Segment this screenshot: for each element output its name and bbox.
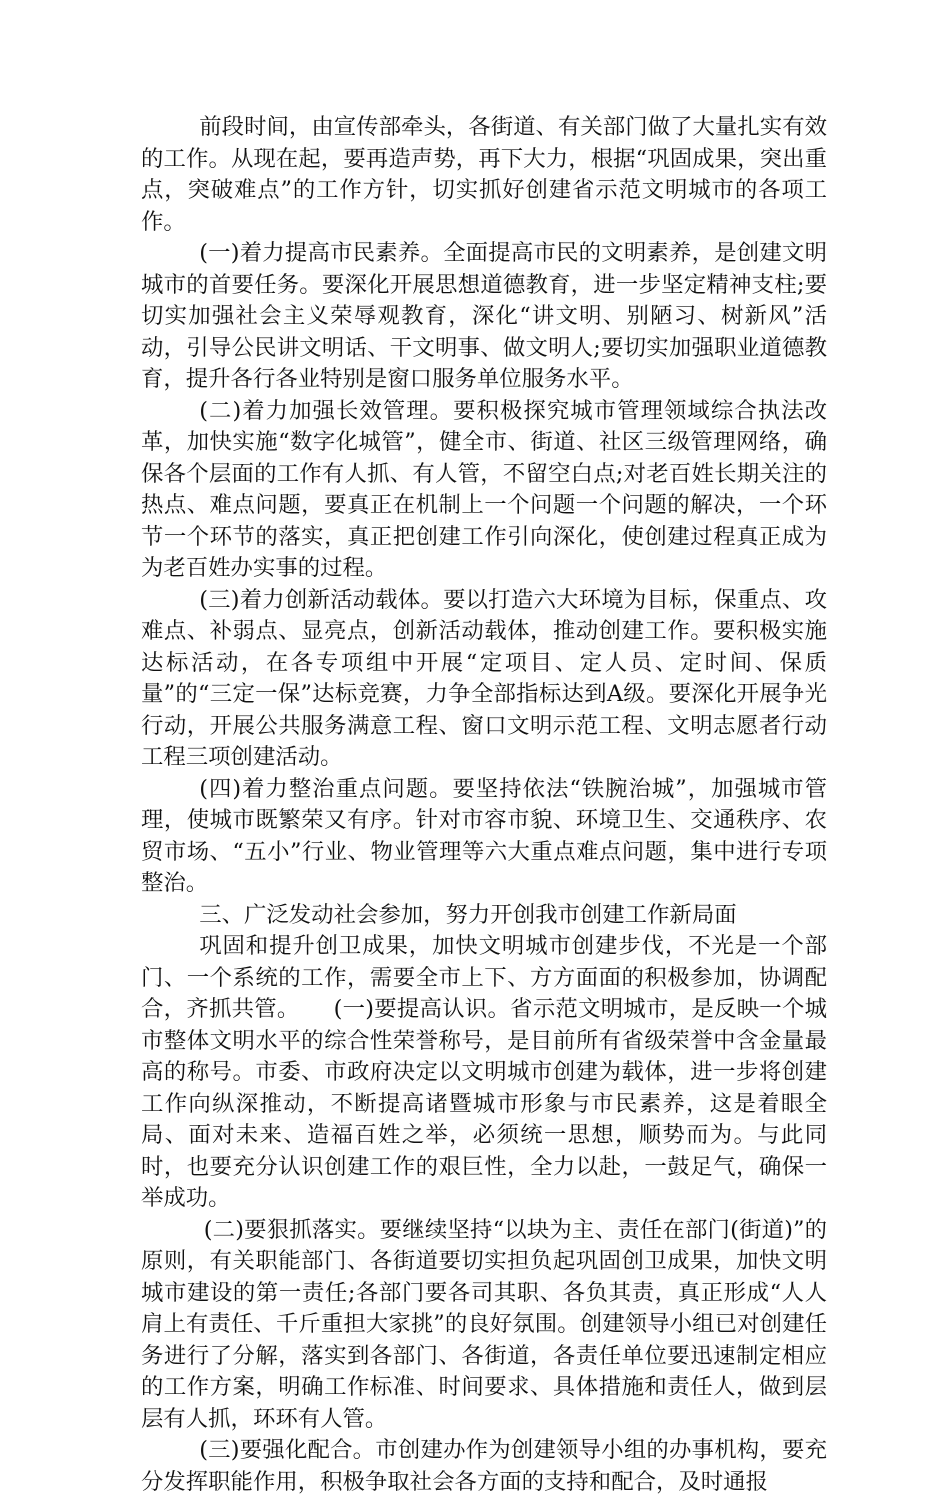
paragraph-item-2: (二)着力加强长效管理。要积极探究城市管理领域综合执法改革，加快实施“数字化城管”，健全市、街道、社区三级管理网络，确保各个层面的工作有人抓、有人管，不留空白点;对老百姓长期关注的热点、难点问题，要真正在机制上一个问题一个问题的解决，一个环节一个环节的落实，真正把创建工作引向深化，使创建过程真正成为为老百姓办实事的过程。 [141,397,827,581]
section-heading-3: 三、广泛发动社会参加，努力开创我市创建工作新局面 [199,901,737,928]
paragraph-item-4: (四)着力整治重点问题。要坚持依法“铁腕治城”，加强城市管理，使城市既繁荣又有序。针对市容市貌、环境卫生、交通秩序、农贸市场、“五小”行业、物业管理等六大重点难点问题，集中进行专项整治。 [141,775,827,896]
paragraph-section-3-item-2: (二)要狠抓落实。要继续坚持“以块为主、责任在部门(街道)”的原则，有关职能部门、各街道要切实担负起巩固创卫成果，加快文明城市建设的第一责任;各部门要各司其职、各负其责，真正形成“人人肩上有责任、千斤重担大家挑”的良好氛围。创建领导小组已对创建任务进行了分解，落实到各部门、各街道，各责任单位要迅速制定相应的工作方案，明确工作标准、时间要求、具体措施和责任人，做到层层有人抓，环环有人管。 [141,1216,827,1432]
paragraph-section-3-intro: 巩固和提升创卫成果，加快文明城市创建步伐，不光是一个部门、一个系统的工作，需要全市上下、方方面面的积极参加，协调配合，齐抓共管。 (一)要提高认识。省示范文明城市，是反映一个城市整体文明水平的综合性荣誉称号，是目前所有省级荣誉中含金量最高的称号。市委、市政府决定以文明城市创建为载体，进一步将创建工作向纵深推动，不断提高诸暨城市形象与市民素养，这是着眼全局、面对未来、造福百姓之举，必须统一思想，顺势而为。与此同时，也要充分认识创建工作的艰巨性，全力以赴，一鼓足气，确保一举成功。 [141,933,827,1211]
paragraph-item-1: (一)着力提高市民素养。全面提高市民的文明素养，是创建文明城市的首要任务。要深化开展思想道德教育，进一步坚定精神支柱;要切实加强社会主义荣辱观教育，深化“讲文明、别陋习、树新风”活动，引导公民讲文明话、干文明事、做文明人;要切实加强职业道德教育，提升各行各业特别是窗口服务单位服务水平。 [141,240,827,392]
paragraph-intro: 前段时间，由宣传部牵头，各街道、有关部门做了大量扎实有效的工作。从现在起，要再造声势，再下大力，根据“巩固成果，突出重点，突破难点”的工作方针，切实抓好创建省示范文明城市的各项工作。 [141,114,827,235]
document-body [141,112,827,1498]
paragraph-item-3: (三)着力创新活动载体。要以打造六大环境为目标，保重点、攻难点、补弱点、显亮点，创新活动载体，推动创建工作。要积极实施达标活动，在各专项组中开展“定项目、定人员、定时间、保质量”的“三定一保”达标竞赛，力争全部指标达到A级。要深化开展争光行动，开展公共服务满意工程、窗口文明示范工程、文明志愿者行动工程三项创建活动。 [141,586,827,770]
paragraph-section-3-item-3: (三)要强化配合。市创建办作为创建领导小组的办事机构，要充分发挥职能作用，积极争取社会各方面的支持和配合，及时通报 [141,1437,827,1495]
